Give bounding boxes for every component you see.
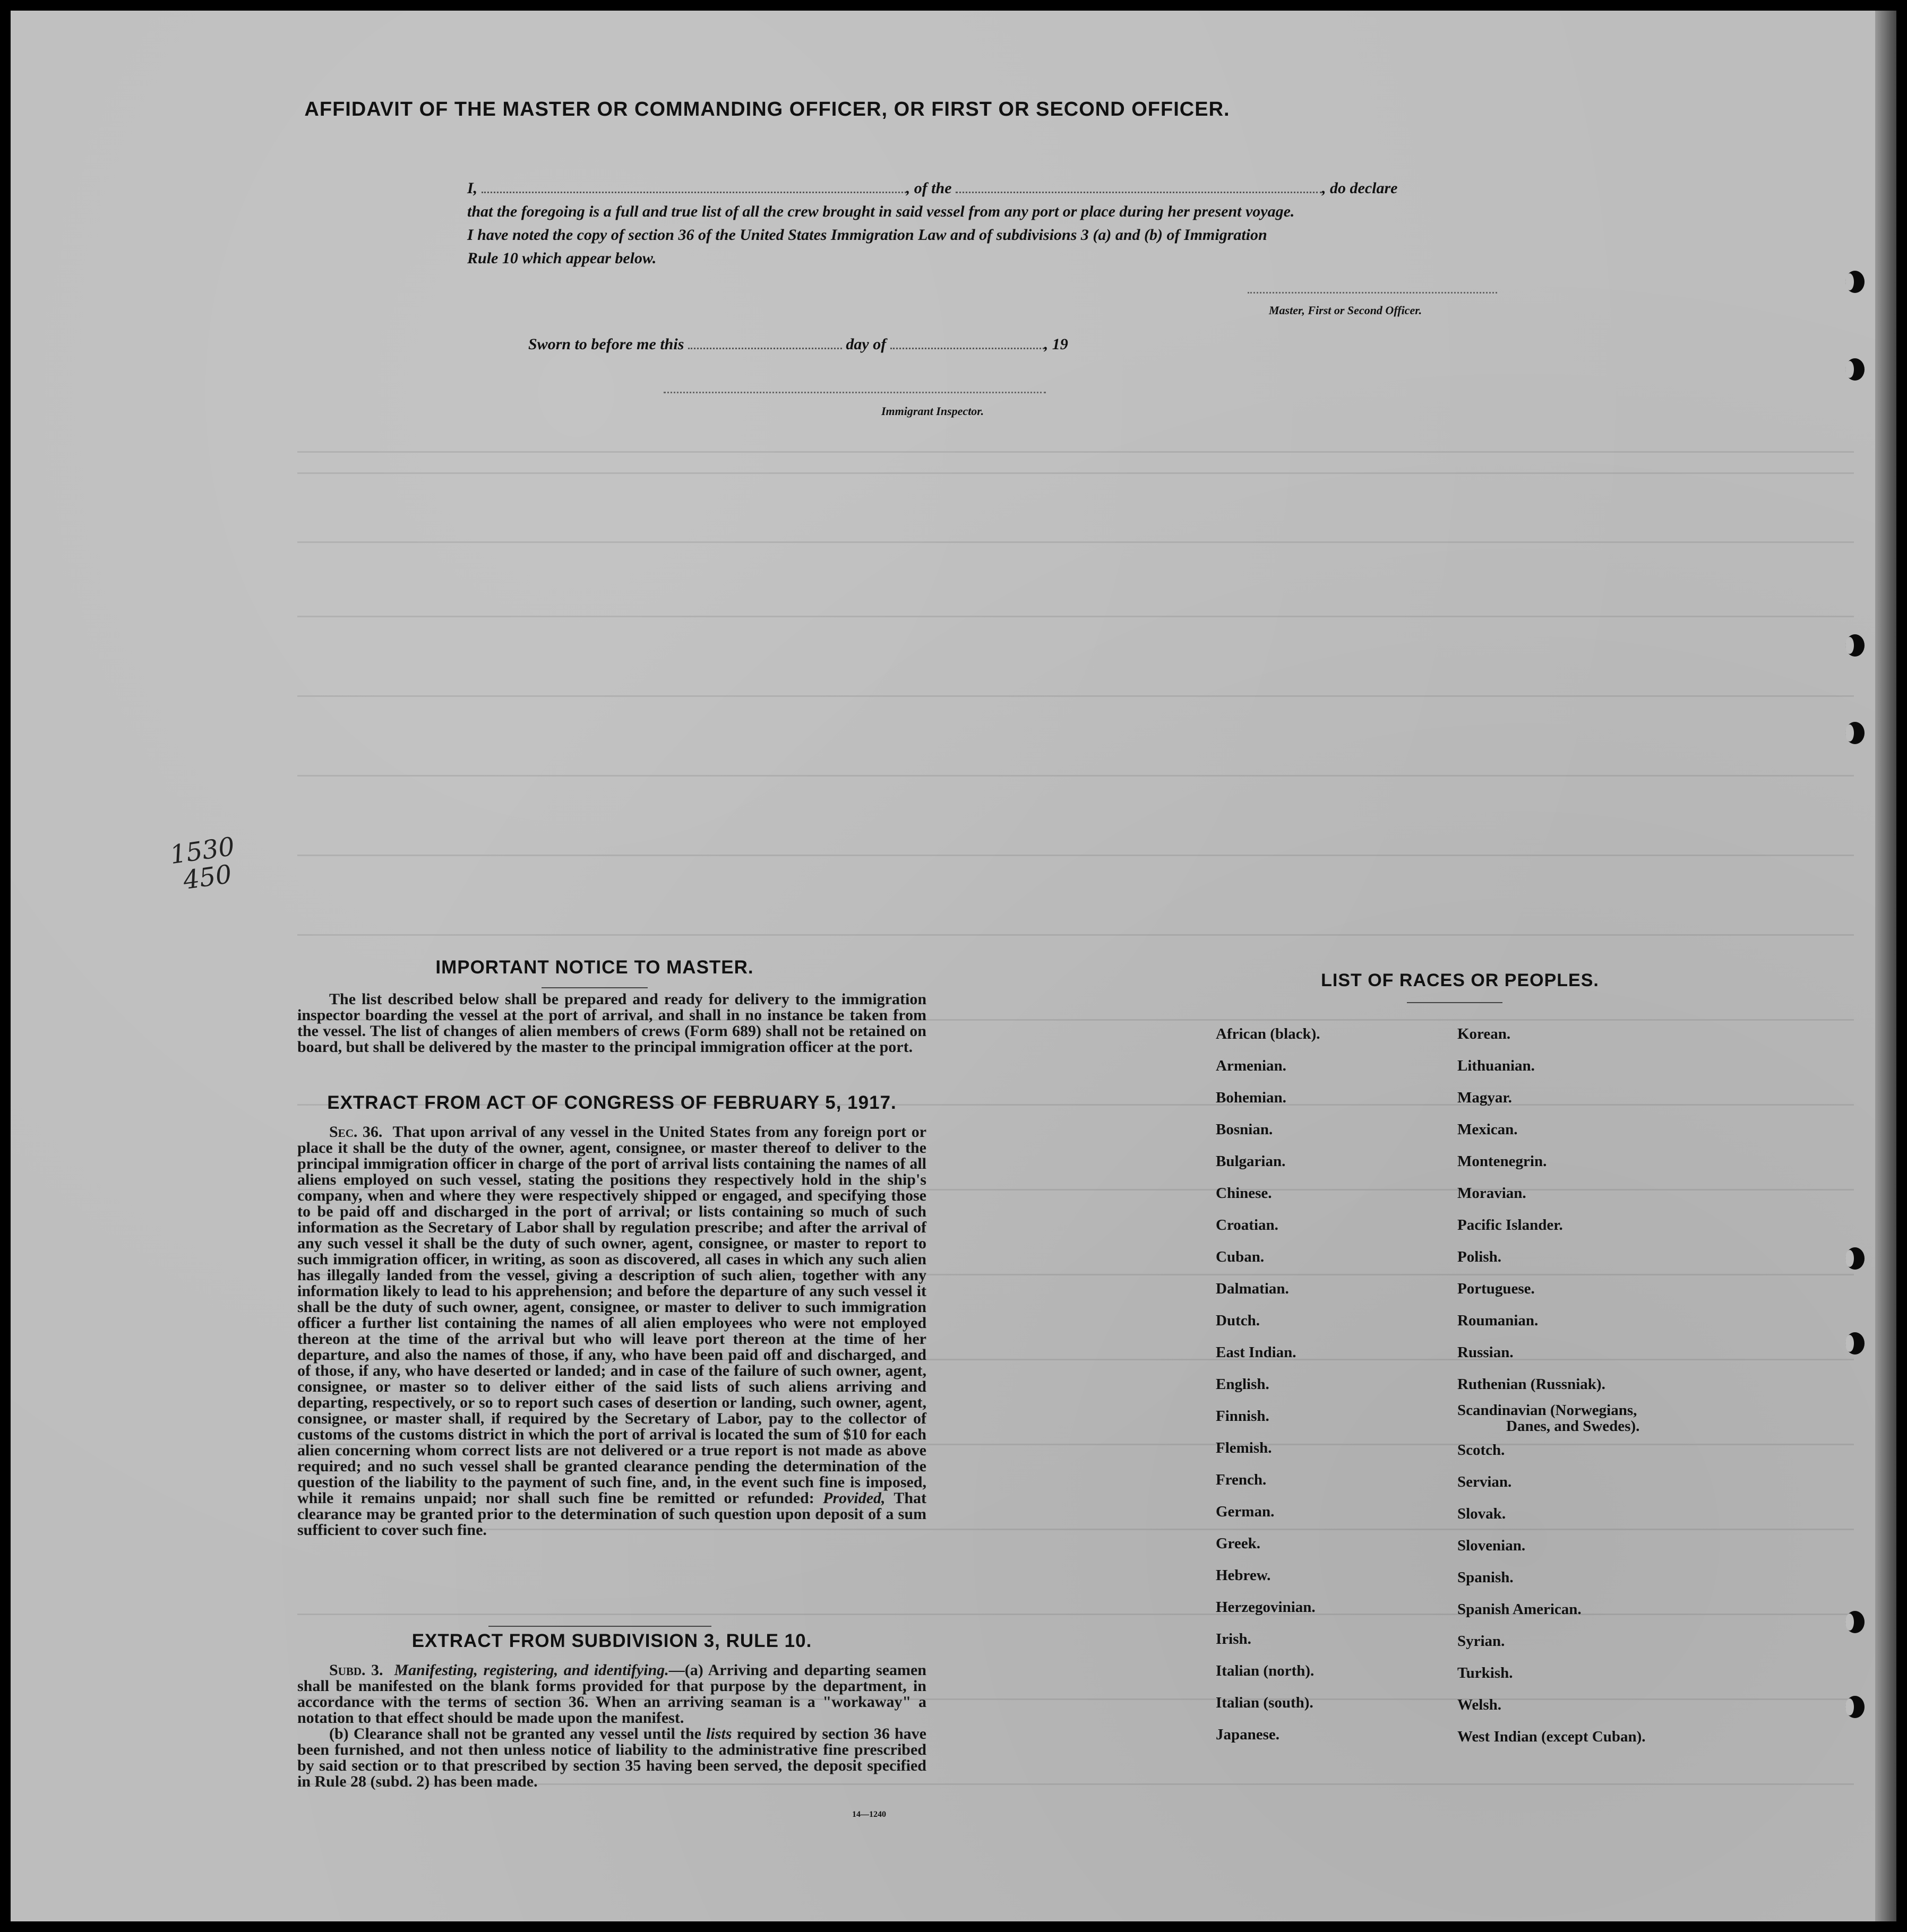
punch-hole xyxy=(1845,1696,1865,1718)
race-item: Bosnian. xyxy=(1216,1121,1273,1138)
race-item: Spanish. xyxy=(1457,1569,1514,1586)
punch-hole xyxy=(1845,358,1865,381)
bleed-through-line xyxy=(297,472,1854,474)
rule-extract-title: EXTRACT FROM SUBDIVISION 3, RULE 10. xyxy=(411,1631,812,1651)
race-item: Montenegrin. xyxy=(1457,1153,1547,1170)
race-item-continuation: Danes, and Swedes). xyxy=(1506,1418,1640,1435)
section-36-text-end: That clearance may be granted prior to the determination of such question upon deposit of a sum sufficient to cover such fine. xyxy=(297,1489,927,1539)
punch-hole xyxy=(1845,634,1865,657)
lists-word: lists xyxy=(706,1725,732,1743)
rule-paragraph-b-end: required by section 36 have been furnished, and not then unless notice of liability to the administrative fine prescribed by said section or to that prescribed by section 35 having been served, the deposit specified in Rule 28 (subd. 2) has been made. xyxy=(297,1725,926,1790)
master-name-field[interactable] xyxy=(482,180,906,193)
rule-paragraph-a: —(a) Arriving and departing seamen shall be manifested on the blank forms provided for that purpose by the department, in accordance with the terms of section 36. When an arriving seaman is a "workaway" a notation to that effect should be made upon the manifest. xyxy=(297,1661,926,1727)
handwritten-number-top: 1530 xyxy=(168,831,237,870)
race-item: Flemish. xyxy=(1216,1439,1272,1456)
rule-extract-text xyxy=(297,1662,926,1790)
race-item: French. xyxy=(1216,1471,1267,1488)
rule-paragraph-b-start: (b) Clearance shall not be granted any vessel until the xyxy=(329,1725,701,1743)
master-signature-field[interactable] xyxy=(1248,292,1497,294)
race-item: Lithuanian. xyxy=(1457,1057,1535,1074)
master-signature-label: Master, First or Second Officer. xyxy=(1269,304,1422,317)
race-item: Syrian. xyxy=(1457,1633,1505,1650)
year-label: , 19 xyxy=(1044,335,1068,353)
notice-text xyxy=(297,991,926,1055)
affidavit-i-label: I, xyxy=(467,179,478,197)
notice-paragraph: The list described below shall be prepared and ready for delivery to the immigration inspector boarding the vessel at the port of arrival, and shall in no instance be taken from the vessel. The list of changes of alien members of crews (Form 689) shall not be retained on board, but shall be delivered by the master to the principal immigration officer at the port. xyxy=(297,990,926,1056)
sworn-day-field[interactable] xyxy=(688,336,842,349)
race-item: Ruthenian (Russniak). xyxy=(1457,1376,1605,1393)
handwritten-number-bottom: 450 xyxy=(181,859,234,896)
subdivision-label: Subd. 3. xyxy=(329,1661,383,1679)
race-item: Italian (south). xyxy=(1216,1694,1313,1711)
race-item: Russian. xyxy=(1457,1344,1514,1361)
sworn-label: Sworn to before me this xyxy=(528,335,684,353)
race-item-label: Scandinavian (Norwegians, xyxy=(1457,1402,1637,1419)
bleed-through-line xyxy=(297,855,1854,856)
punch-hole xyxy=(1845,1247,1865,1270)
vessel-name-field[interactable] xyxy=(956,180,1322,193)
section-label: Sec. 36. xyxy=(329,1123,383,1141)
act-extract-text xyxy=(297,1124,926,1538)
punch-hole xyxy=(1845,722,1865,744)
page-edge xyxy=(1875,11,1896,1921)
notice-title: IMPORTANT NOTICE TO MASTER. xyxy=(435,957,754,978)
race-item xyxy=(1457,1400,1646,1435)
bleed-through-line xyxy=(297,451,1854,453)
race-item: Greek. xyxy=(1216,1535,1261,1552)
bleed-through-line xyxy=(297,616,1854,617)
race-item: Mexican. xyxy=(1457,1121,1518,1138)
race-item: Finnish. xyxy=(1216,1408,1269,1425)
race-item: Magyar. xyxy=(1457,1089,1512,1106)
race-item: Armenian. xyxy=(1216,1057,1286,1074)
races-title: LIST OF RACES OR PEOPLES. xyxy=(1321,970,1599,990)
race-item: Italian (north). xyxy=(1216,1662,1315,1679)
races-right-column xyxy=(1457,1018,1646,1753)
race-item: Irish. xyxy=(1216,1631,1251,1648)
race-item: Dalmatian. xyxy=(1216,1280,1289,1297)
inspector-signature-label: Immigrant Inspector. xyxy=(881,404,984,418)
form-number: 14—1240 xyxy=(852,1810,886,1819)
day-of-label: day of xyxy=(846,335,887,353)
bleed-through-line xyxy=(297,695,1854,697)
race-item: African (black). xyxy=(1216,1025,1320,1042)
affidavit-text-line: Rule 10 which appear below. xyxy=(467,249,657,267)
inspector-signature-field[interactable] xyxy=(664,392,1046,393)
sworn-month-field[interactable] xyxy=(890,336,1044,349)
act-extract-title: EXTRACT FROM ACT OF CONGRESS OF FEBRUARY 5, 1917. xyxy=(327,1092,897,1113)
race-item: West Indian (except Cuban). xyxy=(1457,1728,1646,1745)
document-page xyxy=(11,11,1896,1921)
race-item: Korean. xyxy=(1457,1025,1511,1042)
race-item: Cuban. xyxy=(1216,1248,1265,1265)
race-item: Bulgarian. xyxy=(1216,1153,1286,1170)
race-item: Bohemian. xyxy=(1216,1089,1286,1106)
section-36-text: That upon arrival of any vessel in the United States from any foreign port or place it shall be the duty of the owner, agent, consignee, or master thereof to deliver to the principal immigration officer in charge of the port of arrival lists containing the names of all aliens employed on such vessel, stating the positions they respectively hold in the ship's company, when and where they were respectively shipped or engaged, and specifying those to be paid off and discharged in the port of arrival; or lists containing so much of such information as the Secretary of Labor shall by regulation prescribe; and after the arrival of any such vessel it shall be the duty of such owner, agent, consignee, or master to report to such immigration officer, in writing, as soon as discovered, all cases in which any such alien has illegally landed from the vessel, giving a description of such alien, together with any information likely to lead to his apprehension; and before the departure of any such vessel it shall be the duty of such owner, agent, consignee, or master to deliver to such immigration officer a further list containing the names of all alien employees who were not employed thereon at the time of the arrival but who will leave port thereon at the time of her departure, and also the names of those, if any, who have been paid off and discharged, and of those, if any, who have deserted or landed; and in case of the failure of such owner, agent, consignee, or master so to deliver either of the said lists of such aliens arriving and departing, respectively, or so to report such cases of desertion or landing, such owner, agent, consignee, or master shall, if required by the Secretary of Labor, pay to the collector of customs of the customs district in which the port of arrival is located the sum of $10 for each alien concerning whom correct lists are not delivered or a true report is not made as above required; and no such vessel shall be granted clearance pending the determination of the question of the liability to the payment of such fine, and, in the event such fine is imposed, while it remains unpaid; nor shall such fine be remitted or refunded: xyxy=(297,1123,927,1507)
affidavit-text-line: that the foregoing is a full and true list of all the crew brought in said vessel from any port or place during her present voyage. xyxy=(467,203,1295,220)
divider xyxy=(542,987,648,988)
affidavit-of-the-label: , of the xyxy=(906,179,952,197)
bleed-through-line xyxy=(297,775,1854,777)
punch-hole xyxy=(1845,1611,1865,1633)
race-item: Scotch. xyxy=(1457,1442,1505,1459)
race-item: Welsh. xyxy=(1457,1696,1501,1713)
bleed-through-line xyxy=(297,541,1854,543)
race-item: Polish. xyxy=(1457,1248,1501,1265)
affidavit-declare-label: , do declare xyxy=(1322,179,1398,197)
race-item: Slovenian. xyxy=(1457,1537,1526,1554)
provided-label: Provided, xyxy=(823,1489,886,1507)
race-item: German. xyxy=(1216,1503,1275,1520)
affidavit-declaration-line xyxy=(467,179,1397,197)
divider xyxy=(1407,1002,1502,1003)
sworn-line xyxy=(528,335,1068,353)
affidavit-title: AFFIDAVIT OF THE MASTER OR COMMANDING OFFICER, OR FIRST OR SECOND OFFICER. xyxy=(304,98,1230,120)
race-item: Portuguese. xyxy=(1457,1280,1535,1297)
race-item: Chinese. xyxy=(1216,1185,1272,1202)
races-left-column xyxy=(1216,1018,1320,1750)
race-item: English. xyxy=(1216,1376,1269,1393)
race-item: Slovak. xyxy=(1457,1505,1506,1522)
race-item: East Indian. xyxy=(1216,1344,1296,1361)
divider xyxy=(488,1626,711,1627)
race-item: Spanish American. xyxy=(1457,1601,1582,1618)
bleed-through-line xyxy=(297,934,1854,936)
race-item: Hebrew. xyxy=(1216,1567,1271,1584)
race-item: Herzegovinian. xyxy=(1216,1599,1316,1616)
race-item: Turkish. xyxy=(1457,1664,1513,1681)
punch-hole xyxy=(1845,271,1865,293)
punch-hole xyxy=(1845,1332,1865,1355)
race-item: Moravian. xyxy=(1457,1185,1526,1202)
race-item: Roumanian. xyxy=(1457,1312,1539,1329)
race-item: Croatian. xyxy=(1216,1217,1278,1234)
affidavit-text-line: I have noted the copy of section 36 of the United States Immigration Law and of subdivisions 3 (a) and (b) of Immigration xyxy=(467,226,1267,244)
race-item: Pacific Islander. xyxy=(1457,1217,1563,1234)
race-item: Dutch. xyxy=(1216,1312,1260,1329)
race-item: Japanese. xyxy=(1216,1726,1280,1743)
subdivision-heading: Manifesting, registering, and identifying. xyxy=(394,1661,669,1679)
race-item: Servian. xyxy=(1457,1473,1512,1490)
